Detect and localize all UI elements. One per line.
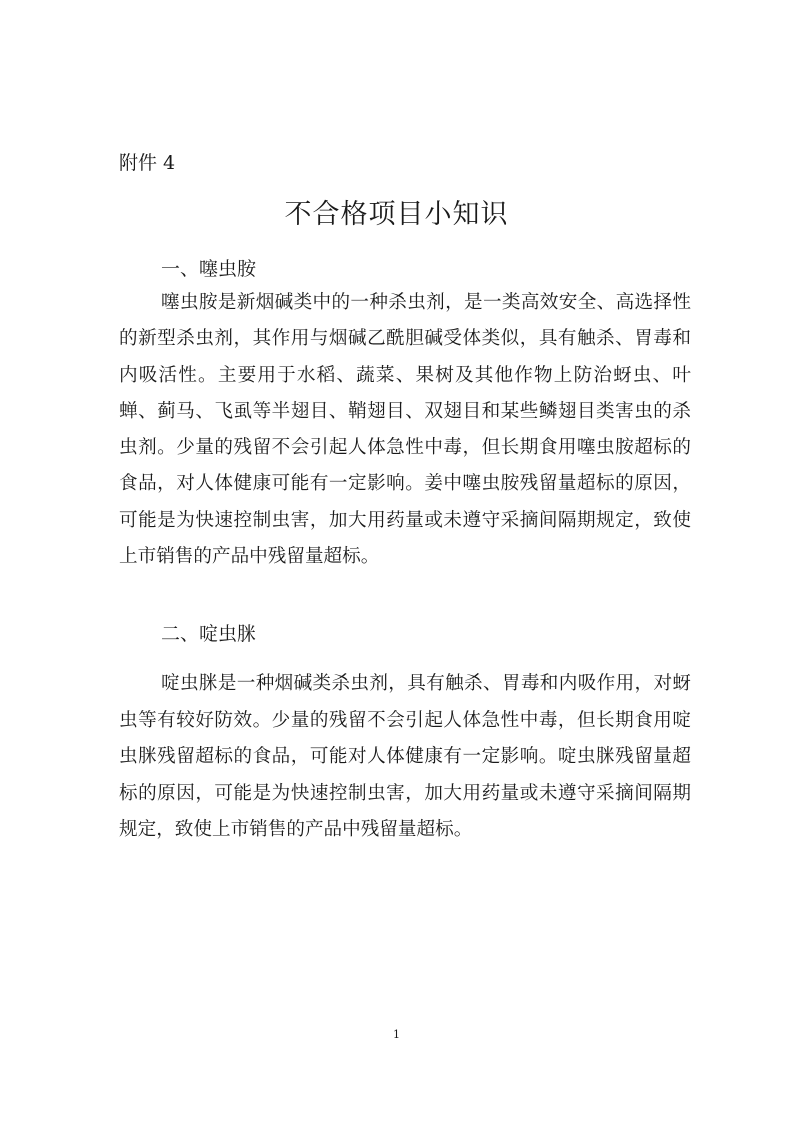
page-number: 1 <box>393 1028 400 1041</box>
section-heading-acetamiprid: 二、啶虫脒 <box>161 623 257 645</box>
section-heading-clothianidin: 一、噻虫胺 <box>161 258 257 280</box>
section-paragraph-acetamiprid: 啶虫脒是一种烟碱类杀虫剂，具有触杀、胃毒和内吸作用，对蚜虫等有较好防效。少量的残留不会引起人体急性中毒，但长期食用啶虫脒残留超标的食品，可能对人体健康有一定影响。啶虫脒残留量超标的原因，可能是为快速控制虫害，加大用药量或未遵守采摘间隔期规定，致使上市销售的产品中残留量超标。 <box>119 673 691 841</box>
attachment-label: 附件 4 <box>119 152 176 174</box>
section-paragraph-clothianidin: 噻虫胺是新烟碱类中的一种杀虫剂，是一类高效安全、高选择性的新型杀虫剂，其作用与烟碱乙酰胆碱受体类似，具有触杀、胃毒和内吸活性。主要用于水稻、蔬菜、果树及其他作物上防治蚜虫、叶蝉、蓟马、飞虱等半翅目、鞘翅目、双翅目和某些鳞翅目类害虫的杀虫剂。少量的残留不会引起人体急性中毒，但长期食用噻虫胺超标的食品，对人体健康可能有一定影响。姜中噻虫胺残留量超标的原因，可能是为快速控制虫害，加大用药量或未遵守采摘间隔期规定，致使上市销售的产品中残留量超标。 <box>119 292 691 568</box>
document-title: 不合格项目小知识 <box>284 199 509 230</box>
